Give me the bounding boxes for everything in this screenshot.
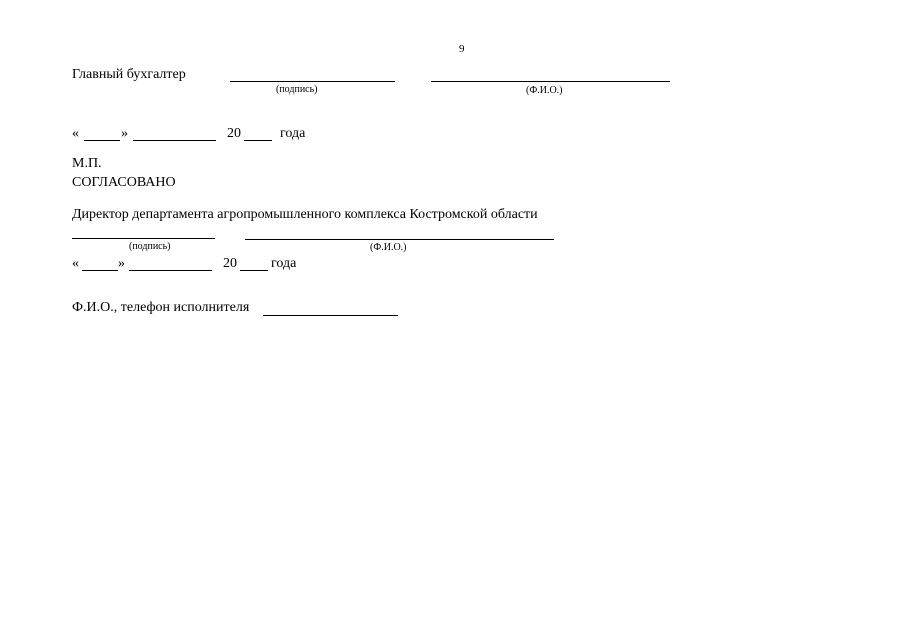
date2-close-quote: » [118, 256, 125, 271]
date1-year-prefix: 20 [227, 126, 241, 141]
executor-line [263, 315, 398, 316]
chief-accountant-name-caption: (Ф.И.О.) [526, 85, 563, 96]
page-number: 9 [459, 43, 465, 55]
date1-year-suffix: года [280, 126, 306, 141]
date1-month-line [133, 140, 216, 141]
director-signature-line [72, 238, 215, 239]
date2-month-line [129, 270, 212, 271]
executor-label: Ф.И.О., телефон исполнителя [72, 300, 250, 315]
date2-open-quote: « [72, 256, 79, 271]
chief-accountant-signature-caption: (подпись) [276, 84, 318, 95]
director-signature-caption: (подпись) [129, 241, 171, 252]
director-title: Директор департамента агропромышленного комплекса Костромской области [72, 207, 538, 222]
chief-accountant-label: Главный бухгалтер [72, 67, 186, 82]
chief-accountant-signature-line [230, 81, 395, 82]
director-name-line [245, 239, 554, 240]
chief-accountant-name-line [431, 81, 670, 82]
date2-day-line [82, 270, 118, 271]
stamp-place-label: М.П. [72, 156, 102, 171]
date1-year-line [244, 140, 272, 141]
date1-open-quote: « [72, 126, 79, 141]
director-name-caption: (Ф.И.О.) [370, 242, 407, 253]
date2-year-prefix: 20 [223, 256, 237, 271]
date2-year-line [240, 270, 268, 271]
approval-heading: СОГЛАСОВАНО [72, 175, 176, 190]
date2-year-suffix: года [271, 256, 297, 271]
date1-close-quote: » [121, 126, 128, 141]
date1-day-line [84, 140, 120, 141]
